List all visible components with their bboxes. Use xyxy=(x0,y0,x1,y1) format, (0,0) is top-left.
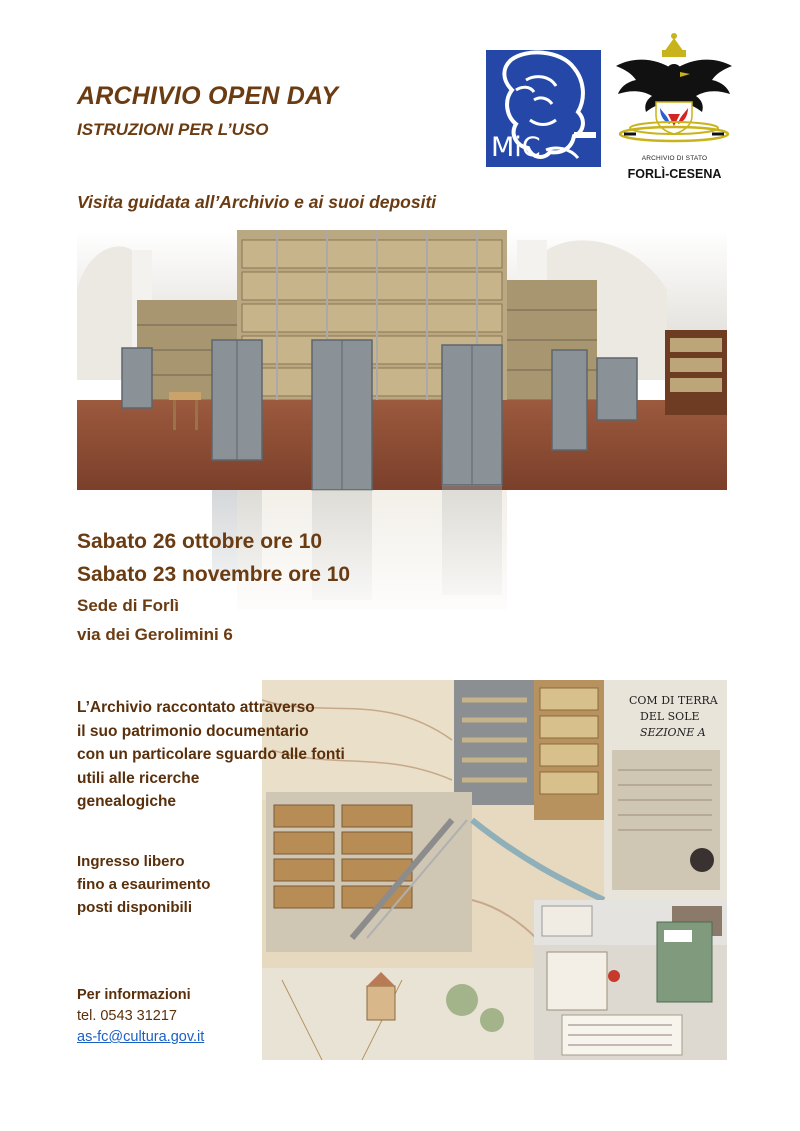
contact-info xyxy=(77,985,204,1048)
access-info xyxy=(77,850,210,919)
contact-phone: tel. 0543 31217 xyxy=(77,1008,177,1024)
eagle-crest-icon xyxy=(612,30,737,150)
contact-email-link[interactable]: as-fc@cultura.gov.it xyxy=(77,1029,205,1045)
document-line-3: SEZIONE A xyxy=(640,726,706,739)
description-line: il suo patrimonio documentario xyxy=(77,722,309,740)
access-line: Ingresso libero xyxy=(77,853,185,870)
document-line-2: DEL SOLE xyxy=(640,710,700,723)
mic-logo-text: MiC xyxy=(491,132,541,163)
description-line: utili alle ricerche xyxy=(77,769,200,787)
page-subtitle: ISTRUZIONI PER L’USO xyxy=(77,120,269,139)
state-archive-subtitle: ARCHIVIO DI STATO xyxy=(641,155,708,162)
access-line: posti disponibili xyxy=(77,899,192,916)
description-line: con un particolare sguardo alle fonti xyxy=(77,746,345,763)
description-line: genealogiche xyxy=(77,793,177,810)
visit-title: Visita guidata all’Archivio e ai suoi depositi xyxy=(77,192,437,212)
event-location: Sede di Forlì xyxy=(77,596,180,615)
event-date-1: Sabato 26 ottobre ore 10 xyxy=(77,530,323,553)
state-archive-logo xyxy=(612,30,737,190)
contact-title: Per informazioni xyxy=(77,987,191,1003)
description-line: L’Archivio raccontato attraverso xyxy=(77,699,315,716)
event-details xyxy=(77,525,350,649)
mic-logo xyxy=(486,50,601,167)
access-line: fino a esaurimento xyxy=(77,876,211,893)
description-block xyxy=(77,696,345,814)
document-line-1: COM DI TERRA xyxy=(629,694,718,707)
event-address: via dei Gerolimini 6 xyxy=(77,625,233,644)
state-archive-name: FORLÌ-CESENA xyxy=(627,167,722,181)
page-title: ARCHIVIO OPEN DAY xyxy=(77,82,339,110)
event-date-2: Sabato 23 novembre ore 10 xyxy=(77,563,351,586)
